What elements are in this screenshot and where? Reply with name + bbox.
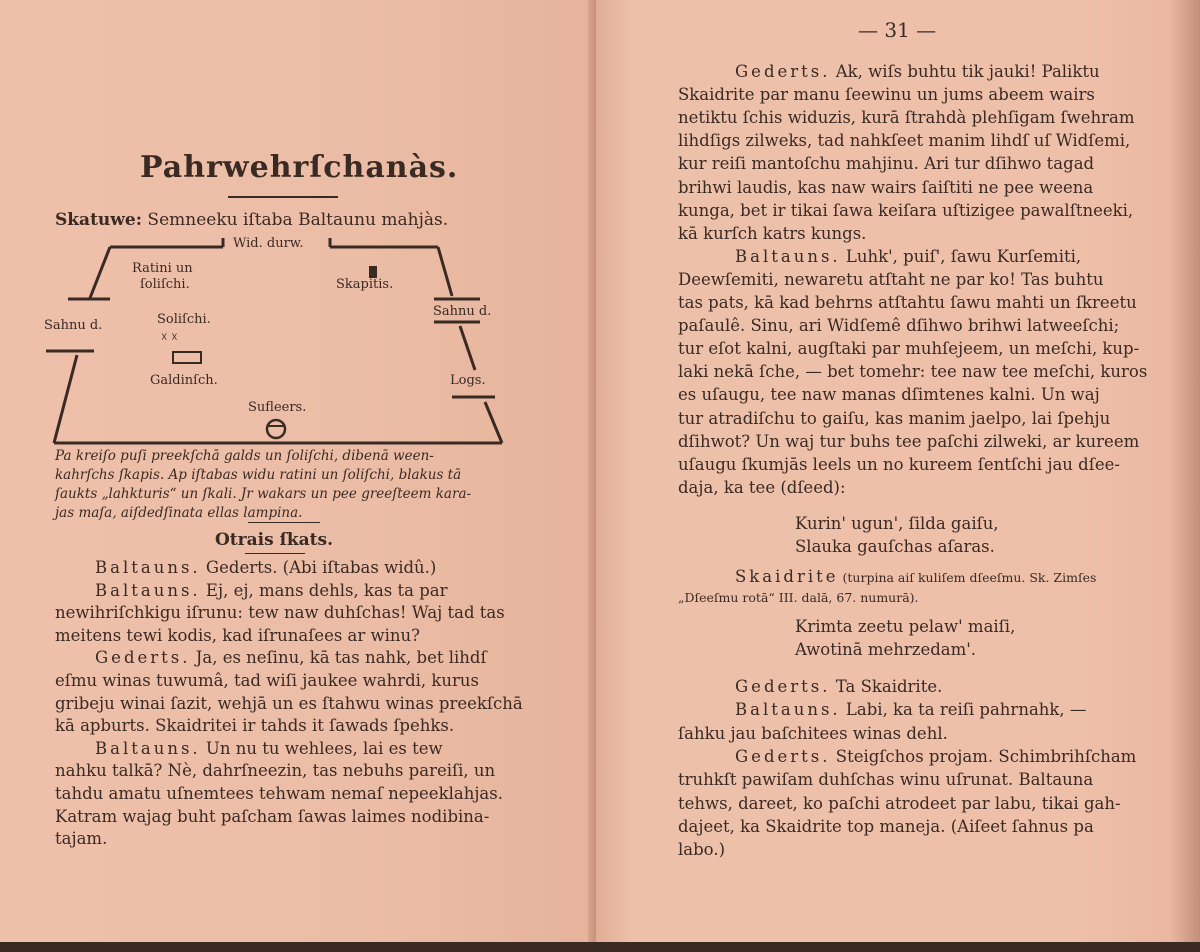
- text-line: [678, 293, 1137, 312]
- verse-line: Krimta zeetu pelaw' maiſi,: [795, 617, 1016, 636]
- speaker-name: Skaidrite: [735, 567, 839, 586]
- text-line: [678, 178, 1093, 197]
- line-text: Skaidrite par manu ſeewinu un jums abeem wairs: [678, 85, 1095, 105]
- text-line: [678, 794, 1121, 813]
- stage-direction: (turpina aiſ kuliſem dſeeſmu. Sk. Zimſes: [838, 570, 1097, 585]
- speaker-name: Gederts.: [735, 746, 831, 766]
- text-line: [55, 784, 503, 803]
- text-line: [678, 409, 1110, 428]
- line-text: Steigſchos projam. Schimbrihſcham: [830, 746, 1137, 766]
- line-text: kā apburts. Skaidritei ir tahds it ſawads ſpehks.: [55, 716, 455, 736]
- line-text: tajam.: [55, 829, 108, 849]
- speaker-name: Gederts.: [735, 62, 831, 81]
- text-line: [678, 478, 846, 497]
- text-line: [678, 385, 1100, 404]
- text-line: [55, 603, 505, 622]
- label-sahnu-left: Sahnu d.: [44, 318, 103, 333]
- verse-line: Kurin' ugun', ſilda gaiſu,: [795, 514, 999, 533]
- text-line: [678, 108, 1135, 127]
- text-line: [735, 747, 1136, 766]
- label-sahnu-right: Sahnu d.: [433, 304, 492, 319]
- label-skapitis: Skapitis.: [336, 277, 394, 292]
- text-line: [678, 154, 1094, 173]
- text-line: [678, 362, 1147, 381]
- section-title: Otrais ſkats.: [215, 530, 334, 550]
- scene-text: Semneeku iſtaba Baltaunu mahjàs.: [147, 210, 449, 230]
- page-number: — 31 —: [858, 18, 937, 42]
- text-line: [678, 840, 725, 859]
- line-text: laki nekā ſche, — bet tomehr: tee naw tee meſchi, kuros: [678, 362, 1148, 382]
- text-line: [55, 694, 523, 713]
- text-line: [678, 817, 1094, 836]
- label-galdinsch: Galdinſch.: [150, 373, 218, 388]
- text-line: [678, 339, 1139, 358]
- text-line: [95, 558, 436, 577]
- stage-diagram: [40, 230, 510, 445]
- line-text: dſihwot? Un waj tur buhs tee paſchi zilweki, ar kureem: [678, 431, 1140, 451]
- text-line: [735, 677, 942, 696]
- section-underline: [245, 553, 305, 554]
- line-text: tehws, dareet, ko paſchi atrodeet par labu, tikai gah-: [678, 793, 1121, 813]
- page-title: Pahrwehrſchanàs.: [140, 150, 459, 185]
- line-text: Luhk', puiſ', ſawu Kurſemiti,: [840, 246, 1082, 266]
- line-text: Deewſemiti, newaretu atſtaht ne par ko! Tas buhtu: [678, 269, 1104, 289]
- label-logs: Logs.: [450, 373, 486, 388]
- speaker-name: Baltauns.: [95, 738, 201, 758]
- text-line: [678, 432, 1139, 451]
- text-line: [55, 716, 454, 735]
- page-edge-shadow: [1170, 0, 1200, 952]
- verse-line: Slauka gauſchas aſaras.: [795, 537, 995, 556]
- line-text: Ja, es neſinu, kā tas nahk, bet lihdſ: [190, 648, 487, 668]
- line-text: newihriſchkigu iſrunu: tew naw duhſchas! Waj tad tas: [55, 603, 505, 623]
- text-line: [678, 201, 1133, 220]
- text-line: [55, 761, 495, 780]
- line-text: kur reiſi mantoſchu mahjinu. Ari tur dſihwo tagad: [678, 154, 1095, 174]
- table-surface: [0, 942, 1200, 952]
- text-line: [55, 807, 489, 826]
- line-text: nahku talkā? Nè, dahrſneezin, tas nebuhs pareiſi, un: [55, 761, 496, 781]
- line-text: ſahku jau baſchitees winas dehl.: [678, 723, 948, 743]
- left-page: [0, 0, 596, 952]
- text-line: [735, 247, 1081, 266]
- text-line: [735, 700, 1086, 719]
- note-line: ſaukts „lahkturis“ un ſkali. Jr wakars un pee greeſteem kara-: [55, 486, 472, 502]
- text-line: [678, 316, 1119, 335]
- text-line: [678, 85, 1095, 104]
- label-solischi-mid: Soliſchi.: [157, 312, 211, 327]
- line-text: daja, ka tee (dſeed):: [678, 477, 846, 497]
- text-line: [678, 724, 948, 743]
- line-text: meitens tewi kodis, kad iſrunaſees ar winu?: [55, 625, 421, 645]
- text-line: [55, 671, 479, 690]
- speaker-name: Baltauns.: [95, 558, 201, 577]
- line-text: uſaugu ſkumjās leels un no kureem ſentſchi jau dſee-: [678, 454, 1120, 474]
- line-text: tahdu amatu uſnemtees tehwam nemaſ nepeeklahjas.: [55, 784, 503, 803]
- line-text: gribeju winai ſazit, wehjā un es ſtahwu winas preekſchā: [55, 693, 523, 713]
- line-text: dajeet, ka Skaidrite top maneja. (Aiſeet ſahnus pa: [678, 816, 1094, 836]
- speaker-name: Gederts.: [95, 648, 191, 668]
- line-text: Gederts. (Abi iſtabas widû.): [200, 558, 437, 577]
- line-text: tur atradiſchu to gaiſu, kas manim jaelpo, lai ſpehju: [678, 408, 1111, 428]
- line-text: netiktu ſchis widuzis, kurā ſtrahdà plehſigam ſwehram: [678, 108, 1135, 128]
- svg-text:☓ ☓: ☓ ☓: [161, 330, 178, 344]
- speaker-name: Baltauns.: [95, 580, 201, 600]
- label-solischi-top: ſoliſchi.: [140, 277, 190, 292]
- line-text: paſaulê. Sinu, ari Widſemê dſihwo brihwi latweeſchi;: [678, 316, 1120, 336]
- speaker-name: Baltauns.: [735, 246, 841, 266]
- speaker-name: Gederts.: [735, 677, 831, 696]
- text-line: [678, 131, 1130, 150]
- label-wid-durw: Wid. durw.: [233, 236, 304, 251]
- scene-label: Skatuwe:: [55, 210, 143, 230]
- label-sufleers: Sufleers.: [248, 400, 307, 415]
- text-line: [678, 770, 1093, 789]
- note-line: jas maſa, aiſdedſinata ellas lampina.: [55, 505, 303, 521]
- title-underline: [228, 196, 338, 198]
- line-text: eſmu winas tuwumâ, tad wiſi jaukee wahrdi, kurus: [55, 671, 480, 690]
- verse-line: Awotinā mehrzedam'.: [795, 640, 977, 659]
- line-text: truhkſt pawiſam duhſchas winu uſrunat. Baltauna: [678, 770, 1094, 790]
- note-line: Pa kreiſo puſi preekſchā galds un ſoliſchi, dibenā ween-: [55, 448, 434, 464]
- text-line: [735, 62, 1100, 81]
- text-line: [55, 829, 107, 848]
- line-text: es uſaugu, tee naw manas dſimtenes kalni. Un waj: [678, 385, 1100, 405]
- text-line: [678, 224, 866, 243]
- stage-direction-line: [735, 567, 1096, 586]
- line-text: Ta Skaidrite.: [830, 677, 943, 696]
- text-line: [95, 581, 448, 600]
- speaker-name: Baltauns.: [735, 700, 841, 720]
- text-line: [95, 739, 443, 758]
- line-text: Un nu tu wehlees, lai es tew: [200, 738, 443, 758]
- text-line: [95, 648, 487, 667]
- line-text: tur eſot kalni, augſtaki par muhſejeem, un meſchi, kup-: [678, 339, 1140, 359]
- line-text: Labi, ka ta reiſi pahrnahk, —: [840, 700, 1087, 720]
- text-line: [678, 455, 1120, 474]
- line-text: lihdſigs zilweks, tad nahkſeet manim lihdſ uſ Widſemi,: [678, 131, 1131, 151]
- stage-direction: „Dſeeſmu rotā“ III. dalā, 67. numurā).: [678, 590, 919, 605]
- stage-note: [55, 447, 505, 523]
- line-text: kā kurſch katrs kungs.: [678, 223, 867, 243]
- line-text: kunga, bet ir tikai ſawa keiſara uſtizigee pawalſtneeki,: [678, 200, 1134, 220]
- note-line: kahrſchs ſkapis. Ap iſtabas widu ratini un ſoliſchi, blakus tā: [55, 467, 462, 483]
- scene-line: [55, 210, 448, 230]
- line-text: Ak, wiſs buhtu tik jauki! Paliktu: [830, 62, 1100, 81]
- line-text: brihwi laudis, kas naw wairs ſaiſtiti ne pee weena: [678, 177, 1094, 197]
- line-text: labo.): [678, 840, 726, 860]
- line-text: Katram wajag buht paſcham ſawas laimes nodibina-: [55, 806, 490, 826]
- line-text: tas pats, kā kad behrns atſtahtu ſawu mahti un ſkreetu: [678, 293, 1137, 312]
- text-line: [678, 270, 1103, 289]
- text-line: [55, 626, 420, 645]
- line-text: Ej, ej, mans dehls, kas ta par: [200, 580, 448, 600]
- note-divider: [248, 522, 320, 523]
- label-ratini: Ratini un: [132, 261, 193, 276]
